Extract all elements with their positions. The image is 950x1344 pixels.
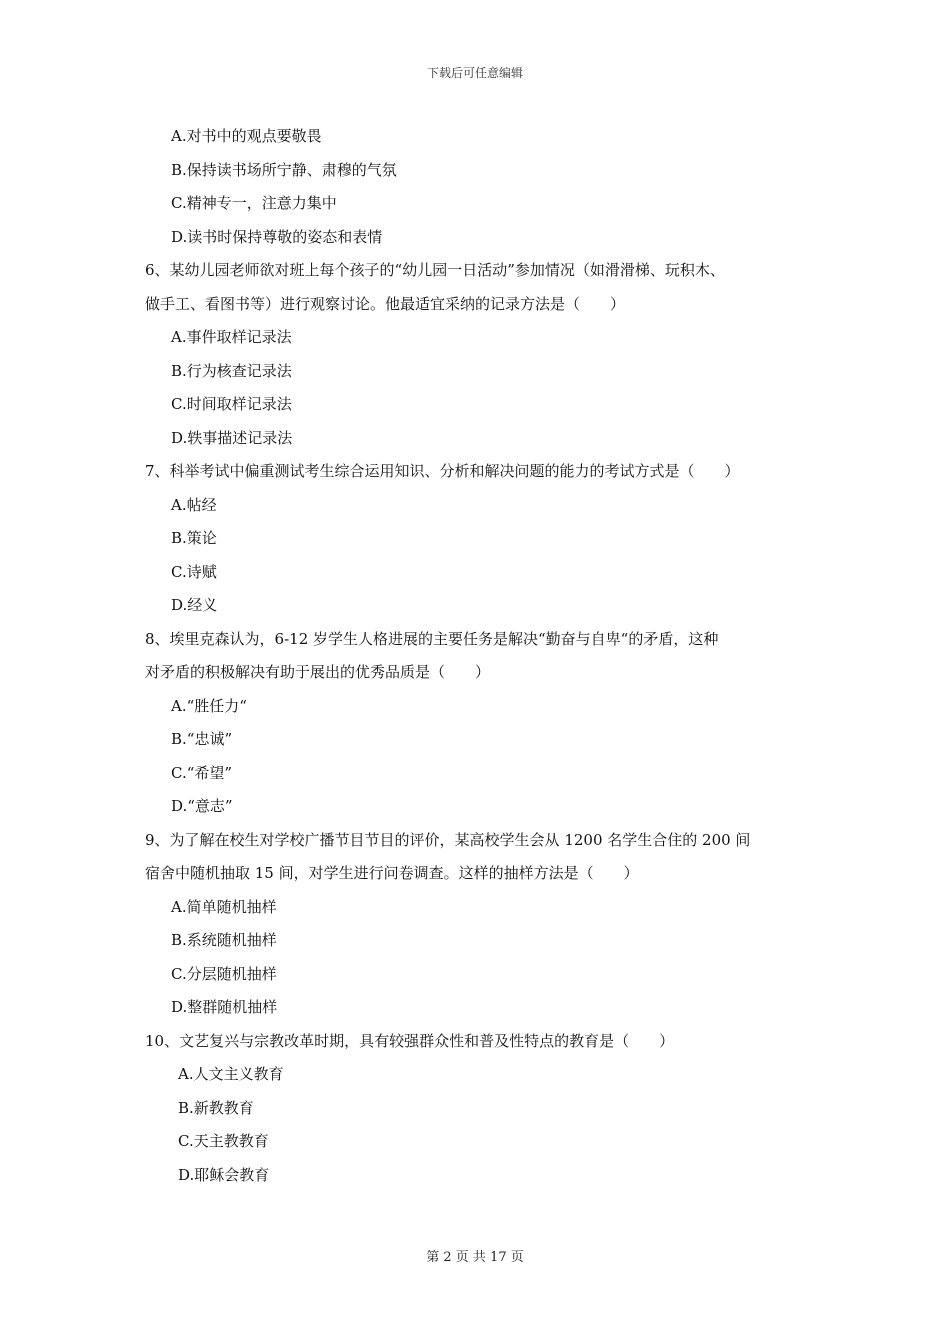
q7-option-c: C.诗赋 [171, 562, 217, 581]
q9-option-d: D.整群随机抽样 [171, 998, 278, 1016]
q8-stem-line2: 对矛盾的积极解决有助于展出的优秀品质是（ ） [145, 663, 491, 681]
q9-option-b: B.系统随机抽样 [171, 931, 277, 949]
q7-option-d: D.经义 [171, 596, 218, 614]
q9-stem-line2: 宿舍中随机抽取 15 间，对学生进行问卷调查。这样的抽样方法是（ ） [145, 864, 639, 882]
q10-option-a: A.人文主义教育 [178, 1065, 284, 1083]
q6-option-a: A.事件取样记录法 [171, 328, 292, 346]
q5-option-c: C.精神专一，注意力集中 [171, 194, 337, 212]
q8-option-c: C.“希望” [171, 763, 233, 782]
q5-option-b: B.保持读书场所宁静、肃穆的气氛 [171, 160, 397, 179]
q6-option-d: D.轶事描述记录法 [171, 428, 293, 447]
page-header: 下载后可任意编辑 [426, 66, 523, 80]
q10-option-c: C.天主教教育 [178, 1132, 269, 1150]
q8-option-b: B.“忠诚” [171, 730, 233, 748]
q9-option-a: A.简单随机抽样 [171, 897, 277, 916]
q7-option-a: A.帖经 [171, 495, 217, 514]
q6-stem-line1: 6、某幼儿园老师欲对班上每个孩子的“幼儿园一日活动”参加情况（如滑滑梯、玩积木、 [145, 261, 725, 279]
q10-stem-line1: 10、文艺复兴与宗教改革时期，具有较强群众性和普及性特点的教育是（ ） [145, 1031, 675, 1050]
q7-stem-line1: 7、科举考试中偏重测试考生综合运用知识、分析和解决问题的能力的考试方式是（ ） [145, 462, 740, 480]
q8-option-a: A.“胜任力“ [171, 696, 247, 715]
q10-option-d: D.耶稣会教育 [178, 1165, 270, 1184]
q6-stem-line2: 做手工、看图书等）进行观察讨论。他最适宜采纳的记录方法是（ ） [145, 294, 626, 313]
q9-option-c: C.分层随机抽样 [171, 964, 277, 983]
q10-option-b: B.新教教育 [178, 1098, 254, 1117]
q8-stem-line1: 8、埃里克森认为，6-12 岁学生人格进展的主要任务是解决“勤奋与自卑“的矛盾，这种 [145, 629, 719, 648]
q7-option-b: B.策论 [171, 529, 217, 547]
q6-option-b: B.行为核查记录法 [171, 361, 292, 380]
q5-option-a: A.对书中的观点要敬畏 [171, 127, 322, 145]
q6-option-c: C.时间取样记录法 [171, 395, 292, 413]
q5-option-d: D.读书时保持尊敬的姿态和表情 [171, 227, 383, 246]
q9-stem-line1: 9、为了解在校生对学校广播节目节目的评价，某高校学生会从 1200 名学生合住的 200 间 [145, 830, 751, 849]
q8-option-d: D.“意志” [171, 797, 233, 815]
page-footer: 第 2 页 共 17 页 [426, 1250, 524, 1265]
document-body [145, 120, 815, 1192]
